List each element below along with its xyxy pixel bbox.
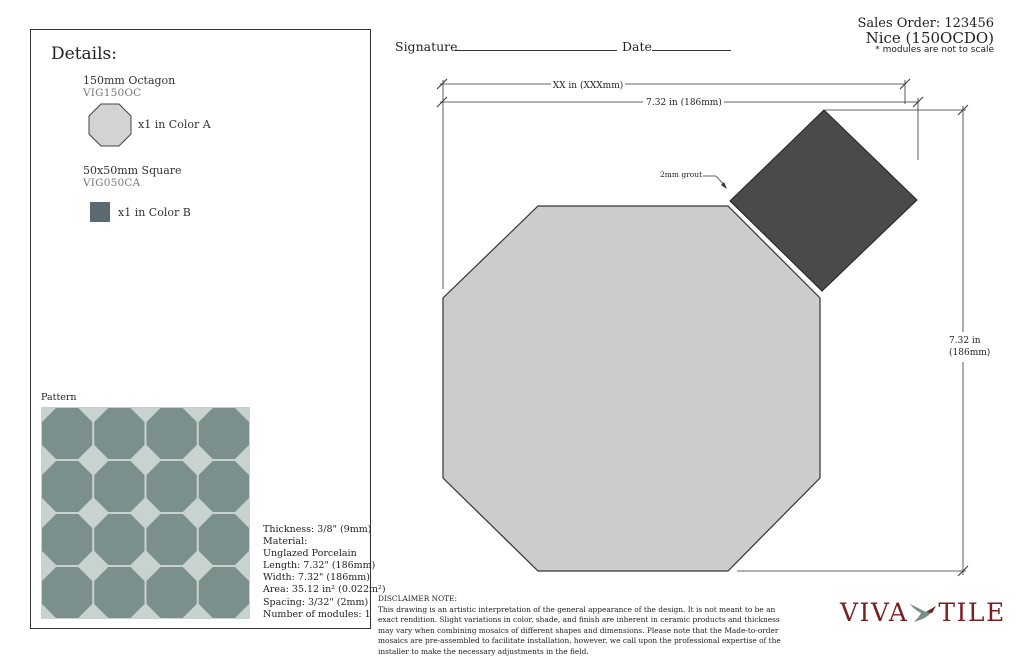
bird-icon <box>908 600 938 624</box>
spec-area: Area: 35.12 in² (0.022m²) <box>263 584 386 596</box>
overall-width-label: XX in (XXXmm) <box>552 81 624 91</box>
pattern-label: Pattern <box>41 392 77 403</box>
scale-note: * modules are not to scale <box>875 45 994 55</box>
viva-tile-logo <box>840 598 1006 627</box>
spec-length: Length: 7.32" (186mm) <box>263 560 376 572</box>
module-name-octagon: 150mm Octagon <box>83 74 176 87</box>
logo-text-right: TILE <box>938 598 1006 627</box>
logo-text-left: VIVA <box>840 598 909 627</box>
overall-width-dimension <box>437 79 910 91</box>
date-label: Date <box>622 39 652 54</box>
spec-material: Unglazed Porcelain <box>263 548 357 560</box>
spec-width: Width: 7.32" (186mm) <box>263 572 370 584</box>
spec-modules: Number of modules: 1 <box>263 608 371 620</box>
disclaimer-text: This drawing is an artistic interpretation of the general appearance of the design. It is not meant to be an exact rendition. Slight variations in color, shade, and finish are inherent in ceramic products and thickness may vary when combining mosaics of different shapes and dimensions. Please note that the Made-to-order mosaics are pre-assembled to facilitate installation, however, we call upon the professional expertise of the installer to make the necessary adjustments in the field. <box>378 604 781 656</box>
module-code-square: VIG050CA <box>83 177 141 189</box>
disclaimer-title: DISCLAIMER NOTE: <box>378 594 457 603</box>
module-width-dimension <box>437 97 923 108</box>
disclaimer <box>378 594 788 658</box>
grout-label: 2mm grout <box>660 170 703 179</box>
sales-order: Sales Order: 123456 <box>857 16 994 31</box>
module-width-label: 7.32 in (186mm) <box>646 98 722 108</box>
module-qty-octagon: x1 in Color A <box>138 118 211 131</box>
height-label-line1: 7.32 in <box>949 336 981 346</box>
product-name: Nice (150OCDO) <box>865 29 994 47</box>
details-title: Details: <box>51 44 117 64</box>
height-dimension <box>949 105 990 576</box>
signature-label: Signature <box>395 39 458 54</box>
module-code-octagon: VIG150OC <box>83 87 142 99</box>
height-label-line2: (186mm) <box>949 348 991 358</box>
spec-thickness: Thickness: 3/8" (9mm) <box>263 524 372 535</box>
spec-spacing: Spacing: 3/32" (2mm) <box>263 596 369 608</box>
spec-material-label: Material: <box>263 536 308 548</box>
module-name-square: 50x50mm Square <box>83 164 182 177</box>
octagon-module <box>443 206 820 571</box>
grout-callout <box>660 170 727 189</box>
module-qty-square: x1 in Color B <box>118 206 191 219</box>
